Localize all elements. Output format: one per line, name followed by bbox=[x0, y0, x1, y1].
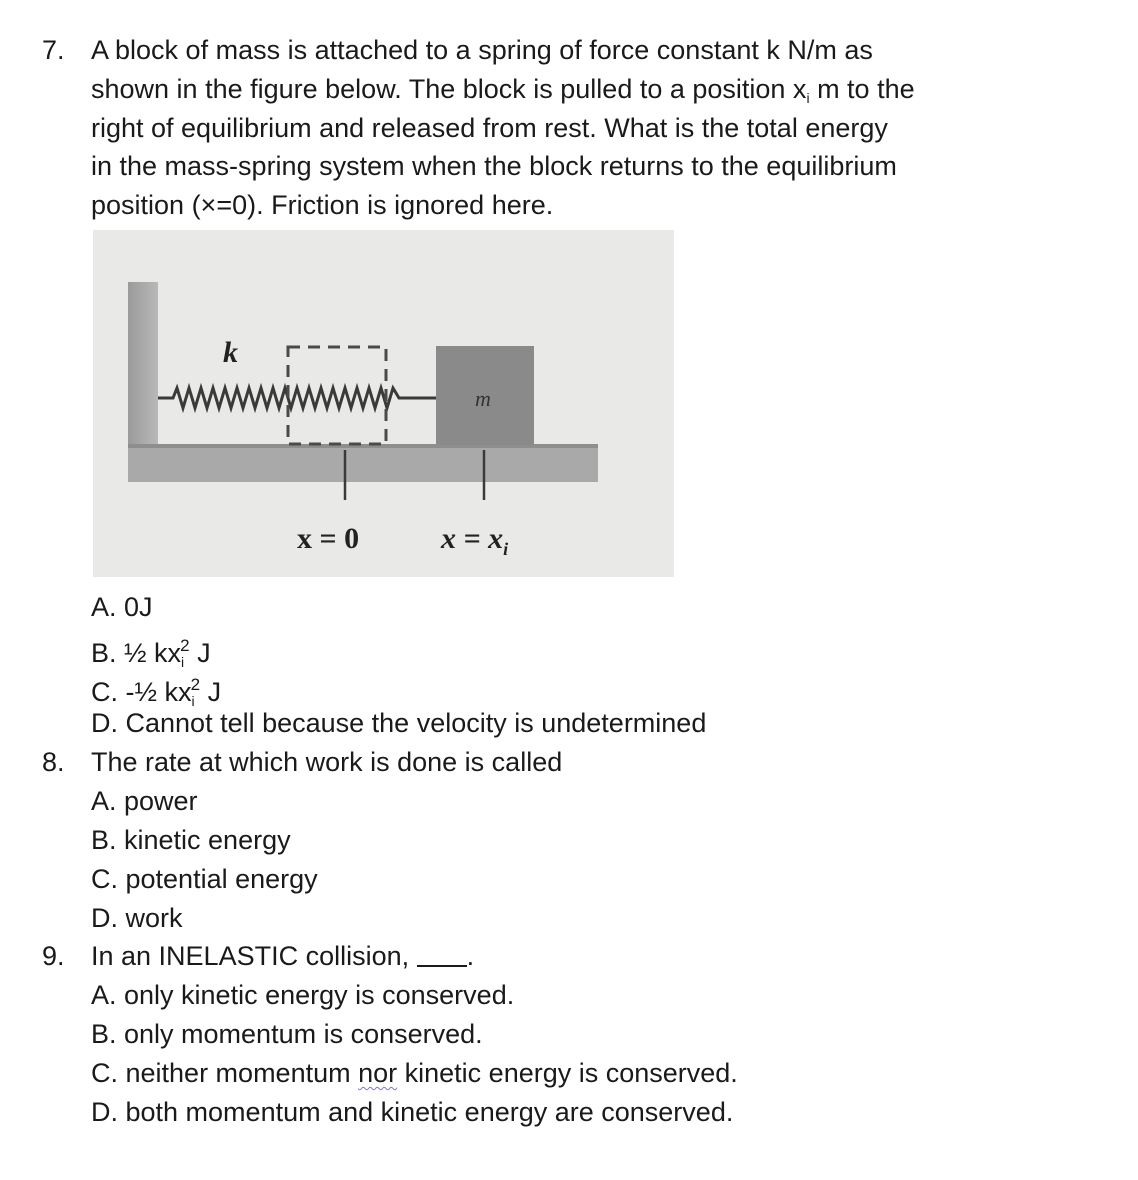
floor bbox=[128, 446, 598, 482]
x0-label: x = 0 bbox=[297, 522, 360, 555]
question-text-line: right of equilibrium and released from rest. What is the total energy bbox=[91, 113, 888, 143]
option-b: B. only momentum is conserved. bbox=[91, 1019, 483, 1049]
spring-mass-figure bbox=[93, 230, 674, 577]
answer-blank bbox=[417, 943, 467, 967]
text-segment: shown in the figure below. The block is pulled to a position x bbox=[91, 74, 807, 104]
question-text-line: A block of mass is attached to a spring of force constant k N/m as bbox=[91, 35, 873, 65]
question-text-line: position (×=0). Friction is ignored here. bbox=[91, 190, 554, 220]
question-text-line: The rate at which work is done is called bbox=[91, 747, 563, 777]
text-segment: J bbox=[189, 638, 211, 668]
option-c bbox=[91, 1056, 738, 1090]
subscript: i bbox=[191, 693, 195, 709]
text-segment: J bbox=[200, 677, 222, 707]
option-a: A. only kinetic energy is conserved. bbox=[91, 980, 515, 1010]
xi-label-main: x = x bbox=[441, 522, 504, 555]
text-segment: . bbox=[466, 941, 475, 971]
question-text-line: in the mass-spring system when the block returns to the equilibrium bbox=[91, 151, 897, 181]
question-number: 7. bbox=[42, 35, 65, 65]
text-segment: B. ½ kx bbox=[91, 638, 182, 668]
question-number: 8. bbox=[42, 747, 65, 777]
option-d: D. both momentum and kinetic energy are conserved. bbox=[91, 1097, 734, 1127]
option-a: A. 0J bbox=[91, 592, 153, 622]
text-segment: C. -½ kx bbox=[91, 677, 192, 707]
option-c: C. potential energy bbox=[91, 864, 318, 894]
xi-label-sub: i bbox=[503, 539, 509, 559]
subscript: i bbox=[806, 90, 810, 106]
spellcheck-underlined-word: nor bbox=[358, 1058, 398, 1088]
option-d: D. work bbox=[91, 903, 183, 933]
text-segment: m to the bbox=[809, 74, 915, 104]
superscript: 2 bbox=[190, 675, 201, 694]
text-segment: kinetic energy is conserved. bbox=[397, 1058, 738, 1088]
m-label: m bbox=[475, 386, 491, 411]
text-segment: C. neither momentum bbox=[91, 1058, 359, 1088]
subscript: i bbox=[181, 654, 185, 670]
option-d: D. Cannot tell because the velocity is undetermined bbox=[91, 708, 707, 738]
spring bbox=[158, 388, 443, 408]
question-number: 9. bbox=[42, 941, 65, 971]
option-a: A. power bbox=[91, 786, 198, 816]
question-text-line bbox=[91, 939, 474, 973]
superscript: 2 bbox=[180, 636, 190, 655]
xi-label bbox=[440, 522, 508, 559]
text-segment: In an INELASTIC collision, bbox=[91, 941, 410, 971]
option-b: B. kinetic energy bbox=[91, 825, 291, 855]
question-text-line bbox=[91, 72, 915, 115]
k-label: k bbox=[223, 336, 238, 369]
